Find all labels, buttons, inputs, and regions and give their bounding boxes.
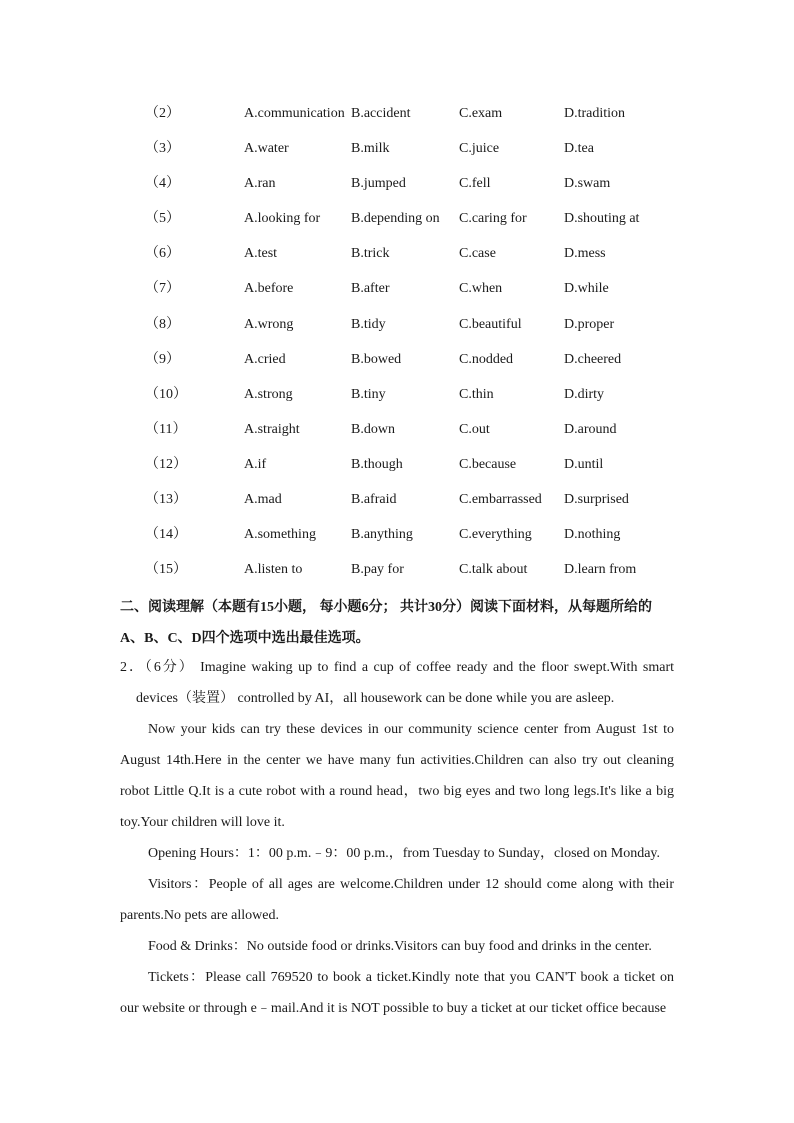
option-b: B.anything bbox=[351, 527, 413, 543]
option-d: D.until bbox=[564, 456, 604, 472]
passage-food-drinks: Food & Drinks：No outside food or drinks.Visitors can buy food and drinks in the center. bbox=[148, 939, 652, 954]
option-a: A.straight bbox=[244, 421, 300, 437]
option-a: A.listen to bbox=[244, 562, 303, 578]
option-c: C.everything bbox=[459, 527, 532, 543]
option-b: B.jumped bbox=[351, 176, 406, 192]
question-intro: 2．（6分） Imagine waking up to find a cup of coffee ready and the floor swept.With smart devices（装置） controlled by AI，all housework can be done while you are asleep. bbox=[120, 660, 674, 706]
option-c: C.thin bbox=[459, 386, 494, 402]
option-b: B.though bbox=[351, 456, 403, 472]
option-b: B.bowed bbox=[351, 351, 402, 367]
option-c: C.because bbox=[459, 456, 517, 472]
option-row bbox=[0, 133, 794, 168]
option-d: D.learn from bbox=[564, 562, 637, 578]
option-row bbox=[0, 344, 794, 379]
option-a: A.if bbox=[244, 456, 267, 472]
option-c: C.exam bbox=[459, 106, 503, 121]
option-c: C.beautiful bbox=[459, 316, 522, 332]
option-c: C.out bbox=[459, 421, 490, 437]
question-number: （9） bbox=[145, 351, 180, 367]
option-c: C.juice bbox=[459, 141, 500, 157]
option-d: D.shouting at bbox=[564, 211, 640, 227]
passage-visitors: Visitors：People of all ages are welcome.Children under 12 should come along with their parents.No pets are allowed. bbox=[120, 877, 674, 923]
question-number: （3） bbox=[145, 141, 180, 157]
option-c: C.talk about bbox=[459, 562, 528, 578]
option-row bbox=[0, 273, 794, 308]
option-a: A.strong bbox=[244, 386, 293, 402]
question-number: （6） bbox=[145, 246, 180, 262]
option-row bbox=[0, 309, 794, 344]
question-number: （10） bbox=[145, 386, 187, 402]
option-d: D.while bbox=[564, 281, 609, 297]
option-c: C.nodded bbox=[459, 351, 514, 367]
option-a: A.before bbox=[244, 281, 294, 297]
option-d: D.cheered bbox=[564, 351, 622, 367]
option-row bbox=[0, 203, 794, 238]
option-a: A.communication bbox=[244, 106, 345, 121]
option-d: D.tea bbox=[564, 141, 594, 157]
question-number: （14） bbox=[145, 527, 187, 543]
passage-paragraph-1: Now your kids can try these devices in our community science center from August 1st to August 14th.Here in the center we have many fun activities.Children can also try out cleaning robot Little Q.It is a cute robot with a round head，two big eyes and two long legs.It's like a big toy.Your children will love it. bbox=[120, 722, 674, 830]
option-a: A.mad bbox=[244, 492, 282, 508]
question-number: （2） bbox=[145, 106, 180, 121]
question-number: （5） bbox=[145, 211, 180, 227]
option-d: D.around bbox=[564, 421, 617, 437]
option-row bbox=[0, 414, 794, 449]
option-b: B.after bbox=[351, 281, 390, 297]
question-number: （4） bbox=[145, 176, 180, 192]
question-number: （12） bbox=[145, 456, 187, 472]
option-a: A.something bbox=[244, 527, 316, 543]
section-heading: 二、阅读理解（本题有15小题， 每小题6分； 共计30分）阅读下面材料，从每题所给的A、B、C、D四个选项中选出最佳选项。 bbox=[120, 600, 652, 646]
option-a: A.looking for bbox=[244, 211, 321, 227]
option-a: A.test bbox=[244, 246, 278, 262]
passage-tickets: Tickets：Please call 769520 to book a ticket.Kindly note that you CAN'T book a ticket on our website or through e﹣mail.And it is NOT possible to buy a ticket at our ticket office because bbox=[120, 970, 674, 1016]
option-c: C.fell bbox=[459, 176, 491, 192]
option-b: B.trick bbox=[351, 246, 390, 262]
option-b: B.pay for bbox=[351, 562, 404, 578]
option-b: B.tiny bbox=[351, 386, 386, 402]
option-row bbox=[0, 168, 794, 203]
option-row bbox=[0, 519, 794, 554]
option-row bbox=[0, 484, 794, 519]
option-c: C.embarrassed bbox=[459, 492, 542, 508]
question-number: （7） bbox=[145, 281, 180, 297]
option-d: D.mess bbox=[564, 246, 606, 262]
option-row bbox=[0, 449, 794, 484]
question-number: （8） bbox=[145, 316, 180, 332]
option-c: C.when bbox=[459, 281, 503, 297]
reading-passage bbox=[120, 652, 674, 1024]
option-b: B.milk bbox=[351, 141, 390, 157]
option-d: D.surprised bbox=[564, 492, 629, 508]
option-d: D.dirty bbox=[564, 386, 605, 402]
option-c: C.caring for bbox=[459, 211, 527, 227]
question-number: （13） bbox=[145, 492, 187, 508]
option-a: A.water bbox=[244, 141, 289, 157]
option-row bbox=[0, 98, 794, 133]
option-d: D.proper bbox=[564, 316, 615, 332]
option-row bbox=[0, 238, 794, 273]
option-c: C.case bbox=[459, 246, 496, 262]
option-a: A.cried bbox=[244, 351, 286, 367]
option-d: D.tradition bbox=[564, 106, 626, 121]
option-d: D.nothing bbox=[564, 527, 621, 543]
option-row bbox=[0, 554, 794, 589]
option-b: B.accident bbox=[351, 106, 411, 121]
option-b: B.depending on bbox=[351, 211, 440, 227]
question-number: （15） bbox=[145, 562, 187, 578]
option-row bbox=[0, 379, 794, 414]
question-number: （11） bbox=[145, 421, 187, 437]
option-b: B.down bbox=[351, 421, 395, 437]
option-b: B.afraid bbox=[351, 492, 397, 508]
option-a: A.ran bbox=[244, 176, 276, 192]
option-b: B.tidy bbox=[351, 316, 386, 332]
option-table bbox=[0, 98, 794, 589]
option-a: A.wrong bbox=[244, 316, 294, 332]
option-d: D.swam bbox=[564, 176, 611, 192]
passage-opening-hours: Opening Hours：1：00 p.m.﹣9：00 p.m.，from Tuesday to Sunday，closed on Monday. bbox=[148, 846, 661, 861]
